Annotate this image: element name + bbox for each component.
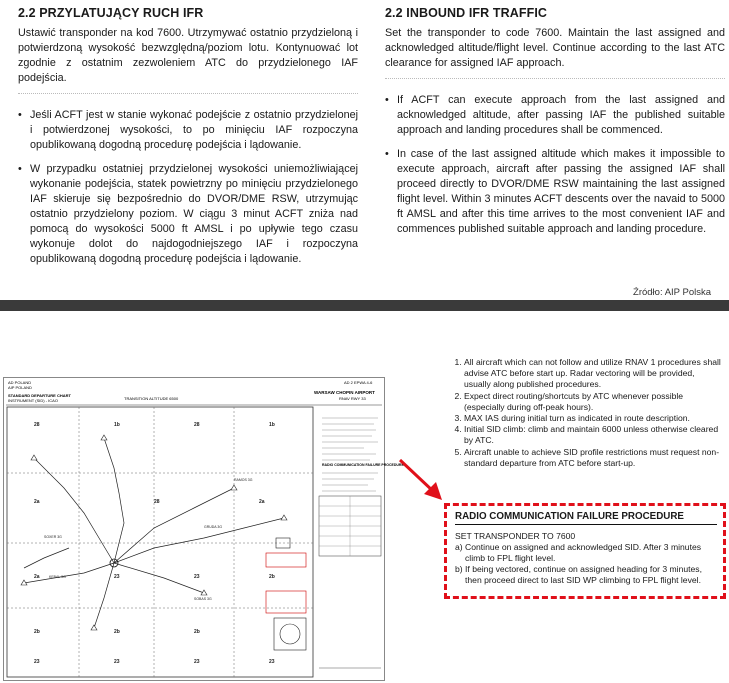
svg-text:28: 28 — [154, 499, 160, 505]
chart-title: STANDARD DEPARTURE CHART — [8, 393, 71, 398]
section-divider — [0, 300, 729, 311]
polish-intro: Ustawić transponder na kod 7600. Utrzymywać ostatnio przydzieloną i potwierdzoną wysokość bezwzględną/poziom lotu. Kontynuować lot zgodnie z ostatnim zezwoleniem ATC do przydzielonego IAF podejścia. — [18, 27, 358, 84]
list-item: 4. Initial SID climb: climb and maintain 6000 unless otherwise cleared by ATC. — [464, 424, 722, 446]
highlight-arrow-icon — [396, 456, 446, 504]
sid-chart — [3, 377, 404, 681]
sid-chart-drawing — [4, 378, 404, 680]
polish-bullets — [18, 108, 358, 267]
english-column — [385, 6, 725, 237]
chart-transition-note: TRANSITION ALTITUDE 6500 — [124, 396, 179, 401]
svg-text:2a: 2a — [259, 499, 265, 505]
english-bullets — [385, 93, 725, 237]
bullet-icon: • — [18, 109, 22, 121]
svg-text:23: 23 — [194, 574, 200, 580]
list-item: • Jeśli ACFT jest w stanie wykonać podejście z ostatnio przydzielonej i potwierdzonej wysokości, to po minięciu IAF rozpoczyna opublikowaną dogodną procedurę podejścia i lądowanie. — [18, 109, 358, 151]
list-item: 1. All aircraft which can not follow and utilize RNAV 1 procedures shall advise ATC before start up. Radar vectoring will be provided, usually along published procedures. — [464, 357, 722, 391]
svg-text:28: 28 — [34, 422, 40, 428]
svg-text:2b: 2b — [114, 629, 120, 635]
svg-text:28: 28 — [194, 422, 200, 428]
svg-text:23: 23 — [194, 659, 200, 665]
list-item: • W przypadku ostatniej przydzielonej wysokości uniemożliwiającej wykonanie podejścia, statek powietrzny po minięciu przydzielonego IAF skieruje się bezpośrednio do DVOR/DME RSW, utrzymując ostatnio przydzielony poziom. W ciągu 3 minut ACFT zniża nad pomocą do wysokości 5000 ft AMSL i po upływie tego czasu wykonuje dolot do najdogodniejszego IAF i rozpoczyna opublikowaną dogodną procedurę podejścia i lądowanie. — [18, 163, 358, 265]
svg-text:SOXER 3G: SOXER 3G — [44, 535, 62, 539]
english-intro: Set the transponder to code 7600. Maintain the last assigned and acknowledged altitude/flight level. Continue according to the last ATC clearance for assigned IAF approach. — [385, 27, 725, 69]
svg-text:GRUDA 3G: GRUDA 3G — [204, 525, 223, 529]
separator — [18, 93, 358, 108]
radio-failure-item-a: a) Continue on assigned and acknowledged SID. After 3 minutes climb to FPL flight level. — [455, 542, 702, 563]
svg-text:2a: 2a — [34, 574, 40, 580]
chart-page-ref: AD 2 EPWA 4-6 — [344, 380, 373, 385]
sid-notes — [452, 357, 722, 469]
list-item: 3. MAX IAS during initial turn as indicated in route description. — [464, 413, 722, 424]
svg-text:23: 23 — [114, 574, 120, 580]
radio-failure-box — [444, 503, 726, 599]
svg-text:23: 23 — [114, 659, 120, 665]
svg-text:1b: 1b — [114, 422, 120, 428]
radio-failure-body — [455, 531, 717, 586]
svg-text:SOBAS 3G: SOBAS 3G — [194, 597, 212, 601]
list-item: 2. Expect direct routing/shortcuts by ATC whenever possible (especially during off-peak hours). — [464, 391, 722, 413]
svg-text:RAMOS 3G: RAMOS 3G — [234, 478, 253, 482]
bullet-icon: • — [18, 163, 22, 175]
svg-text:2a: 2a — [34, 499, 40, 505]
chart-airport: WARSAW CHOPIN AIRPORT — [314, 390, 375, 395]
chart-runway: RNAV RWY 33 — [339, 396, 366, 401]
chart-subtitle: INSTRUMENT (SID) - ICAO — [8, 398, 58, 403]
polish-column — [18, 6, 358, 267]
radio-failure-item-b: b) If being vectored, continue on assigned heading for 3 minutes, then proceed direct to last SID WP climbing to FPL flight level. — [455, 564, 702, 585]
svg-text:2b: 2b — [194, 629, 200, 635]
chart-header-left-1: AD POLAND — [8, 380, 32, 385]
chart-header-left-2: AIP POLAND — [8, 385, 32, 390]
text-section — [0, 0, 729, 300]
svg-text:23: 23 — [269, 659, 275, 665]
list-item: • If ACFT can execute approach from the last assigned and acknowledged altitude, after passing IAF the published suitable approach and landing procedures shall be commenced. — [385, 94, 725, 136]
svg-text:23: 23 — [34, 659, 40, 665]
list-item: • In case of the last assigned altitude which makes it impossible to execute approach, aircraft after passing the assigned IAF shall proceed directly to DVOR/DME RSW maintaining the last assigned flight level. Within 3 minutes ACFT descents over the navaid to 5000 ft AMSL and after this time arrives to the most convenient IAF and commences published suitable approach and landing procedure. — [385, 148, 725, 235]
radio-failure-title: RADIO COMMUNICATION FAILURE PROCEDURE — [455, 511, 717, 525]
source-credit: Źródło: AIP Polska — [633, 287, 711, 298]
bullet-icon: • — [385, 148, 389, 160]
list-item: 5. Aircraft unable to achieve SID profile restrictions must request non-standard departure from ATC before start-up. — [464, 447, 722, 469]
bullet-icon: • — [385, 94, 389, 106]
polish-section-title: 2.2 PRZYLATUJĄCY RUCH IFR — [18, 6, 204, 20]
svg-text:KEBAL 3G: KEBAL 3G — [49, 575, 66, 579]
separator — [385, 78, 725, 93]
english-section-title: 2.2 INBOUND IFR TRAFFIC — [385, 6, 548, 20]
chart-comm-header: RADIO COMMUNICATION FAILURE PROCEDURE — [322, 463, 404, 467]
radio-failure-line: SET TRANSPONDER TO 7600 — [455, 531, 576, 541]
svg-text:2b: 2b — [269, 574, 275, 580]
svg-text:1b: 1b — [269, 422, 275, 428]
svg-text:2b: 2b — [34, 629, 40, 635]
